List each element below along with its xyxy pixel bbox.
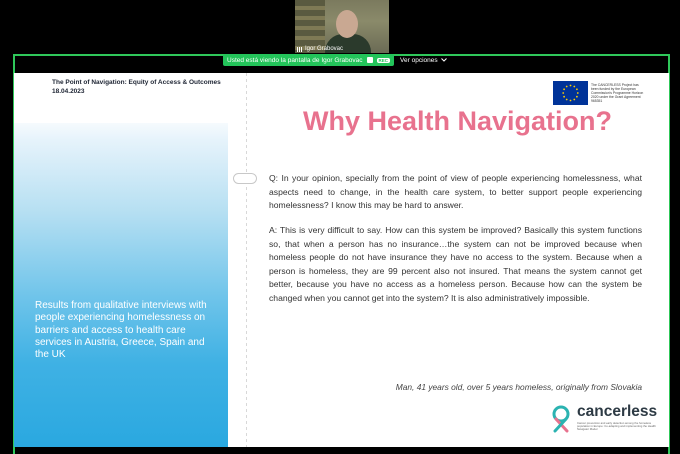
viewing-screen-pill xyxy=(223,54,394,66)
participant-head xyxy=(336,10,358,38)
shared-slide xyxy=(14,73,669,447)
participant-video-tile[interactable] xyxy=(295,0,389,53)
view-options-button[interactable] xyxy=(400,57,447,64)
ribbon-logo-icon xyxy=(547,405,575,433)
rec-badge: REC xyxy=(378,57,389,63)
conference-title: The Point of Navigation: Equity of Access & Outcomes xyxy=(52,79,221,86)
logo-wordmark: cancerless xyxy=(577,403,658,420)
screen-share-banner xyxy=(223,54,447,66)
view-options-label: Ver opciones xyxy=(400,56,438,64)
signal-bars-icon xyxy=(297,47,303,52)
slide-handle xyxy=(233,173,257,184)
cancerless-logo xyxy=(547,403,657,437)
left-caption: Results from qualitative interviews with people experiencing homelessness on barriers and access to health care services in Austria, Greece, Spain and the UK xyxy=(35,300,207,361)
conference-date: 18.04.2023 xyxy=(52,88,85,95)
eu-funding-text: The CANCERLESS Project has been funded by the European Commission's Programme Horizon 2020 under the Grant Agreement 965351 xyxy=(591,83,644,103)
quote-attribution: Man, 41 years old, over 5 years homeless, originally from Slovakia xyxy=(395,382,642,392)
viewing-screen-text: Usted está viendo la pantalla de Igor Grabovac xyxy=(227,56,363,64)
logo-tagline: Cancer prevention and early detection among the homeless population in Europe: Co-adapting and implementing the Health Navigator Model xyxy=(577,421,656,432)
participant-name-label xyxy=(297,46,343,52)
left-gradient-panel xyxy=(14,113,228,447)
interview-question: Q: In your opinion, specially from the point of view of people experiencing homelessness, what aspects need to change, in the health care system, to better support people experiencing homelessness? I know this may be hard to answer. xyxy=(269,173,642,210)
chevron-down-icon xyxy=(441,58,447,62)
pin-icon[interactable] xyxy=(367,57,373,63)
participant-name: Igor Grabovac xyxy=(305,46,344,52)
slide-header xyxy=(14,73,246,123)
slide-heading: Why Health Navigation? xyxy=(302,106,613,136)
eu-flag-icon xyxy=(553,81,588,105)
interview-answer: A: This is very difficult to say. How can this system be improved? Basically this system functions so, that when a person has no insurance…the system can not be improved because when homeless people do not have insurance they have no access to the system. Because when a person is homeless, they are 99 percent also not insured. That means the system cannot get better, because you have no access as a homeless person. Because how can the system be changed when you cannot get into the system? It is also administratively impossible. xyxy=(269,225,642,303)
